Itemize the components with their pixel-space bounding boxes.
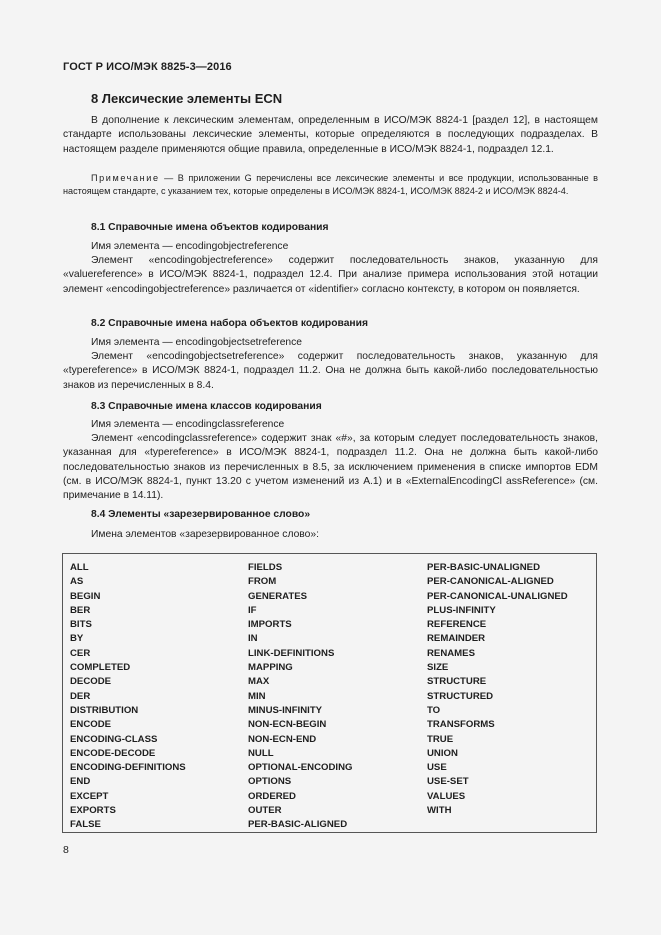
reserved-word: RENAMES — [427, 647, 475, 659]
reserved-word: IN — [248, 633, 258, 645]
reserved-word: PER-CANONICAL-UNALIGNED — [427, 590, 568, 602]
reserved-word: ENCODING-CLASS — [70, 733, 158, 745]
section-8-2-body: Элемент «encodingobjectsetreference» содержит последовательность знаков, указанную для «typereference» в ИСО/МЭК 8824-1, подраздел 11.2. Она не должна быть какой-либо последовательностью знаков из перечисленных в 8.4. — [63, 351, 598, 391]
reserved-word: TO — [427, 704, 441, 716]
reserved-word: PER-BASIC-ALIGNED — [248, 819, 348, 831]
reserved-word: USE-SET — [427, 776, 469, 788]
reserved-word: OPTIONAL-ENCODING — [248, 762, 353, 774]
reserved-word: IMPORTS — [248, 619, 292, 631]
reserved-word: GENERATES — [248, 590, 307, 602]
section-8-4-title: 8.4 Элементы «зарезервированное слово» — [91, 509, 311, 520]
note-paragraph — [63, 172, 598, 198]
reserved-word: END — [70, 776, 91, 788]
reserved-word: WITH — [427, 805, 452, 817]
reserved-word: OUTER — [248, 805, 282, 817]
section-8-1-body: Элемент «encodingobjectreference» содержит последовательность знаков, указанную для «valuereference» в ИСО/МЭК 8824-1, подраздел 12.4. При анализе примера использования этой нотации элемент «encodingobjectreference» различается от «identifier» согласно контексту, в котором он появляется. — [63, 255, 598, 295]
reserved-word: ENCODING-DEFINITIONS — [70, 762, 186, 774]
note-text: — В приложении G перечислены все лексические элементы и все продукции, использованные в настоящем стандарте, с указанием тех, которые определены в ИСО/МЭК 8824-1, ИСО/МЭК 8824-2 и ИСО/МЭК 8824-4. — [63, 173, 598, 197]
reserved-word: BITS — [70, 619, 92, 631]
reserved-word: ALL — [70, 562, 89, 573]
reserved-word: REFERENCE — [427, 619, 487, 631]
page-number: 8 — [63, 844, 69, 856]
reserved-word: USE — [427, 762, 447, 774]
reserved-word: REMAINDER — [427, 633, 486, 645]
reserved-word: NULL — [248, 747, 274, 759]
reserved-word: DER — [70, 690, 91, 702]
note-label: Примечание — [91, 173, 160, 183]
section-8-2-title: 8.2 Справочные имена набора объектов кодирования — [91, 318, 368, 329]
reserved-word: MIN — [248, 690, 266, 702]
reserved-word: TRANSFORMS — [427, 719, 495, 731]
reserved-word: MAX — [248, 676, 270, 688]
reserved-word: COMPLETED — [70, 662, 131, 674]
reserved-word: MAPPING — [248, 662, 293, 674]
reserved-word: ORDERED — [248, 790, 296, 802]
reserved-word: BY — [70, 633, 84, 645]
reserved-word: FALSE — [70, 819, 101, 831]
intro-paragraph: В дополнение к лексическим элементам, определенным в ИСО/МЭК 8824-1 [раздел 12], в настоящем стандарте использованы лексические элементы, которые определяются в последующих подразделах. В настоящем разделе применяются общие правила, определенные в ИСО/МЭК 8824-1, подраздел 12.1. — [63, 115, 598, 155]
reserved-word: IF — [248, 604, 257, 616]
reserved-words-column-2 — [248, 561, 352, 833]
reserved-word: SIZE — [427, 662, 449, 674]
document-header: ГОСТ Р ИСО/МЭК 8825-3—2016 — [63, 61, 232, 73]
section-8-1-title: 8.1 Справочные имена объектов кодирования — [91, 222, 329, 233]
reserved-word: TRUE — [427, 733, 454, 745]
reserved-word: EXCEPT — [70, 790, 109, 802]
reserved-word: PLUS-INFINITY — [427, 604, 496, 616]
reserved-word: FIELDS — [248, 562, 283, 573]
reserved-word: DISTRIBUTION — [70, 704, 139, 716]
reserved-word: PER-BASIC-UNALIGNED — [427, 562, 540, 573]
reserved-word: OPTIONS — [248, 776, 292, 788]
reserved-word: VALUES — [427, 790, 466, 802]
reserved-word: FROM — [248, 576, 277, 588]
reserved-word: NON-ECN-END — [248, 733, 317, 745]
reserved-word: AS — [70, 576, 84, 588]
reserved-word: STRUCTURED — [427, 690, 494, 702]
reserved-word: EXPORTS — [70, 805, 116, 817]
section-8-1-element-name: Имя элемента — encodingobjectreference — [91, 241, 289, 252]
reserved-word: BEGIN — [70, 590, 101, 602]
reserved-word: BER — [70, 604, 91, 616]
reserved-word: ENCODE — [70, 719, 112, 731]
section-8-2-element-name: Имя элемента — encodingobjectsetreference — [91, 337, 303, 348]
section-8-3-title: 8.3 Справочные имена классов кодирования — [91, 401, 322, 412]
section-8-4-element-name: Имена элементов «зарезервированное слово»: — [91, 529, 319, 540]
reserved-word: CER — [70, 647, 91, 659]
reserved-words-column-3 — [427, 561, 568, 818]
reserved-word: PER-CANONICAL-ALIGNED — [427, 576, 554, 588]
reserved-word: ENCODE-DECODE — [70, 747, 156, 759]
reserved-word: MINUS-INFINITY — [248, 704, 323, 716]
section-8-3-element-name: Имя элемента — encodingclassreference — [91, 419, 285, 430]
reserved-word: NON-ECN-BEGIN — [248, 719, 327, 731]
reserved-word: LINK-DEFINITIONS — [248, 647, 335, 659]
reserved-word: DECODE — [70, 676, 112, 688]
reserved-words-column-1 — [70, 561, 186, 833]
reserved-word: STRUCTURE — [427, 676, 487, 688]
section-8-3-body: Элемент «encodingclassreference» содержит знак «#», за которым следует последовательность знаков, указанная для «typereference» в ИСО/МЭК 8824-1, подраздел 11.2. Она не должна быть какой-либо последовательностью знаков из перечисленных в 8.5, за исключением применения в списке импортов EDM (см. в ИСО/МЭК 8824-1, пункт 13.20 с учетом изменений из А.1) и в «ExternalEncodingCl assReference» (см. примечание в 14.11). — [63, 433, 598, 502]
section-title: 8 Лексические элементы ECN — [91, 91, 283, 106]
reserved-word: UNION — [427, 747, 458, 759]
reserved-words-table — [62, 553, 597, 833]
